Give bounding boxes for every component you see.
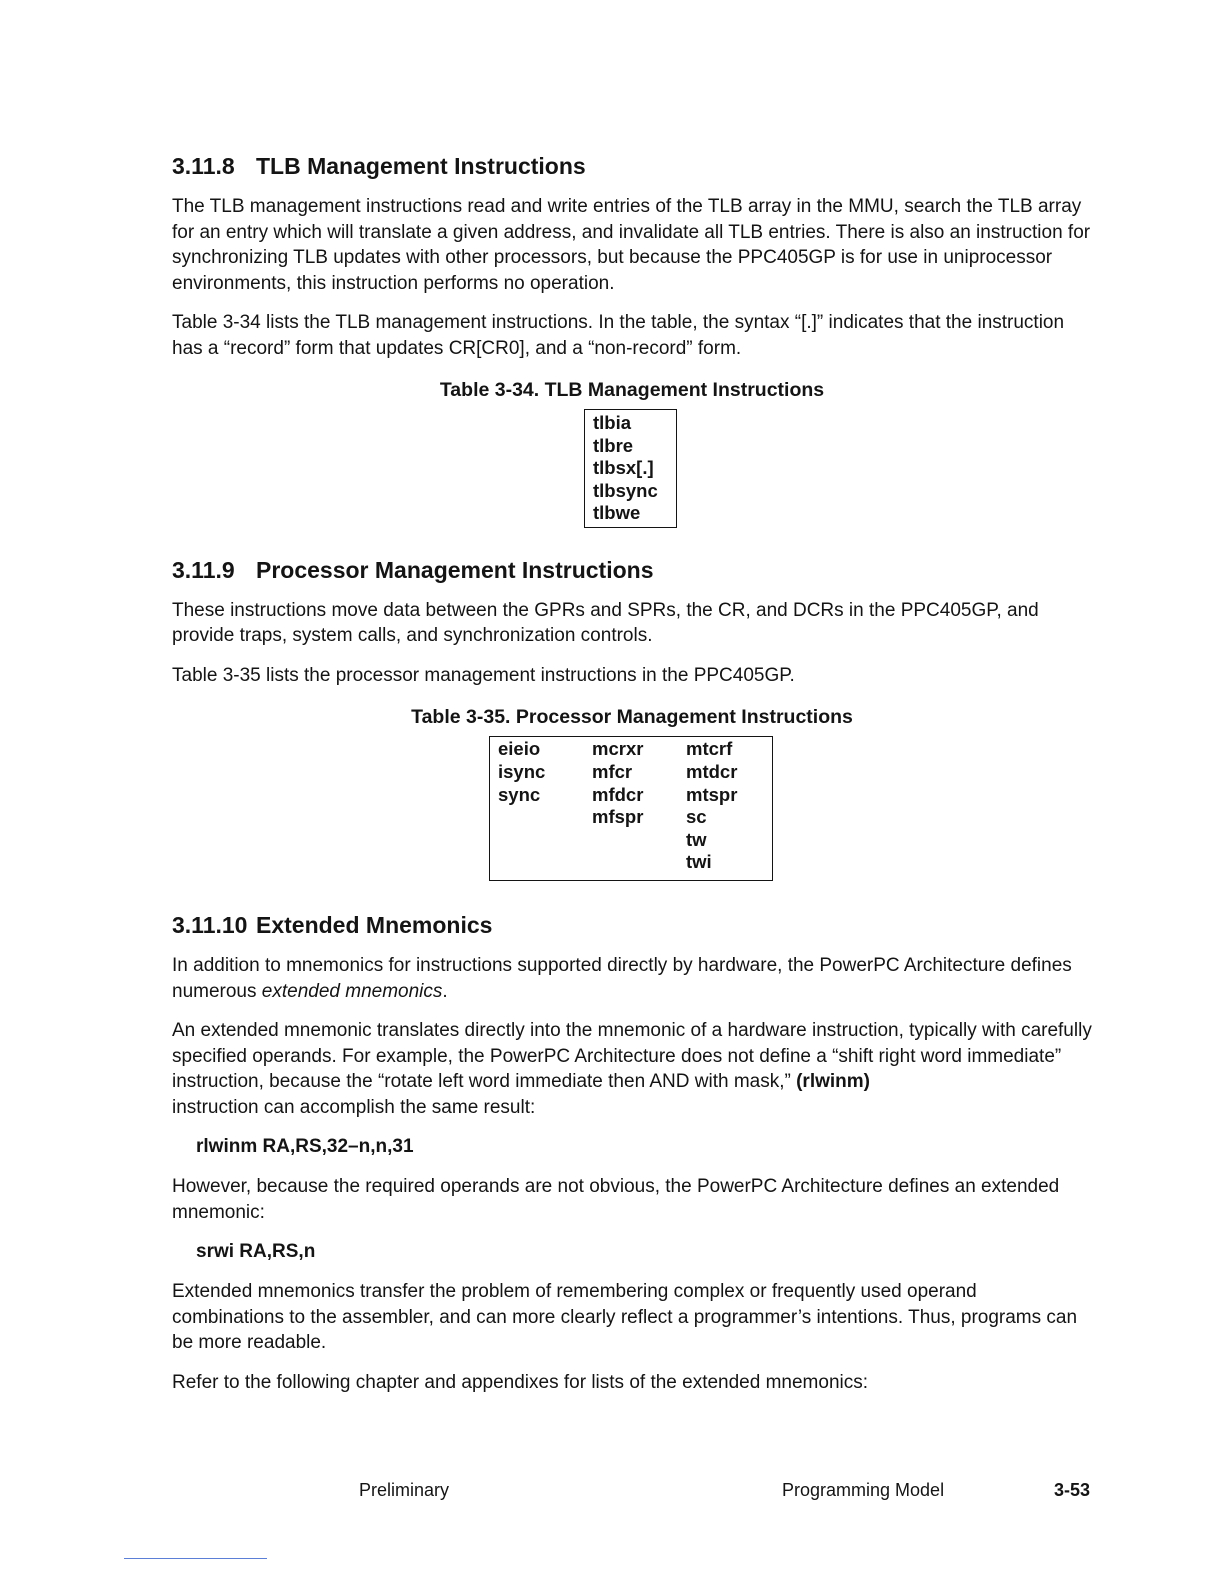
table-cell: mtcrf bbox=[686, 738, 733, 760]
table-cell: tw bbox=[686, 828, 707, 850]
page-number: 3-53 bbox=[1054, 1480, 1091, 1500]
table-cell: tlbsx[.] bbox=[593, 457, 654, 479]
table-cell: sc bbox=[686, 806, 707, 828]
bold-text: (rlwinm) bbox=[796, 1071, 870, 1093]
table-cell: twi bbox=[686, 851, 712, 873]
table-cell: mfcr bbox=[592, 761, 633, 783]
text-run: instruction can accomplish the same result: bbox=[172, 1096, 536, 1118]
table-cell: isync bbox=[498, 761, 546, 783]
paragraph: However, because the required operands are not obvious, the PowerPC Architecture defines an extended mnemonic: bbox=[172, 1176, 1060, 1223]
table-cell: mfspr bbox=[592, 806, 644, 828]
section-number: 3.11.10 bbox=[172, 912, 248, 939]
table-cell: tlbre bbox=[593, 434, 634, 456]
section-heading-processor bbox=[172, 554, 1092, 586]
paragraph: These instructions move data between the GPRs and SPRs, the CR, and DCRs in the PPC405GP, and provide traps, system calls, and synchronization controls. bbox=[172, 599, 1039, 647]
processor-instructions-table bbox=[489, 736, 773, 881]
page-content bbox=[172, 150, 1092, 1395]
paragraph: Refer to the following chapter and appendixes for lists of the extended mnemonics: bbox=[172, 1371, 869, 1393]
table-column bbox=[686, 738, 737, 880]
text-run: In addition to mnemonics for instructions supported directly by hardware, the PowerPC Architecture defines numerous bbox=[172, 955, 1072, 1002]
table-cell: eieio bbox=[498, 738, 541, 760]
table-cell: mfdcr bbox=[592, 783, 644, 805]
paragraph: Extended mnemonics transfer the problem of remembering complex or frequently used operand combinations to the assembler, and can more clearly reflect a programmer’s intentions. Thus, programs can be more readable. bbox=[172, 1281, 1078, 1354]
paragraph: Table 3-35 lists the processor management instructions in the PPC405GP. bbox=[172, 664, 795, 686]
paragraph: The TLB management instructions read and write entries of the TLB array in the MMU, search the TLB array for an entry which will translate a given address, and invalidate all TLB entries. There is also an instruction for synchronizing TLB updates with other processors, but because the PPC405GP is for use in uniprocessor environments, this instruction performs no operation. bbox=[172, 196, 1091, 294]
section-title: Extended Mnemonics bbox=[256, 912, 493, 939]
table-column bbox=[592, 738, 686, 880]
table-column bbox=[498, 738, 592, 880]
table-cell: mtspr bbox=[686, 783, 738, 805]
paragraph bbox=[172, 953, 1092, 1004]
code-example: rlwinm RA,RS,32–n,n,31 bbox=[196, 1136, 414, 1158]
table-cell: tlbsync bbox=[593, 479, 658, 501]
text-run: An extended mnemonic translates directly into the mnemonic of a hardware instruction, typically with carefully specified operands. For example, the PowerPC Architecture does not define a “shift right word immediate” instruction, because the “rotate left word immediate then AND with mask,” bbox=[172, 1020, 1092, 1093]
section-heading-tlb bbox=[172, 150, 1092, 182]
section-heading-extended bbox=[172, 909, 1092, 941]
table-caption: Table 3-34. TLB Management Instructions bbox=[439, 379, 825, 401]
divider bbox=[124, 1558, 267, 1559]
footer-status: Preliminary bbox=[359, 1480, 450, 1500]
paragraph: Table 3-34 lists the TLB management instructions. In the table, the syntax “[.]” indicates that the instruction has a “record” form that updates CR[CR0], and a “non-record” form. bbox=[172, 312, 1065, 359]
table-caption: Table 3-35. Processor Management Instructions bbox=[411, 706, 853, 729]
section-title: Processor Management Instructions bbox=[256, 556, 654, 583]
tlb-instructions-table bbox=[584, 409, 677, 528]
text-run: . bbox=[442, 980, 448, 1002]
paragraph bbox=[172, 1018, 1092, 1120]
emphasis-text: extended mnemonics bbox=[261, 980, 443, 1002]
footer-chapter: Programming Model bbox=[782, 1480, 945, 1500]
code-example: srwi RA,RS,n bbox=[196, 1241, 316, 1263]
table-cell: sync bbox=[498, 783, 541, 805]
table-cell: tlbia bbox=[593, 412, 632, 433]
section-number: 3.11.9 bbox=[172, 556, 235, 583]
table-cell: mcrxr bbox=[592, 738, 644, 760]
section-number: 3.11.8 bbox=[172, 153, 235, 179]
table-cell: tlbwe bbox=[593, 502, 641, 524]
section-title: TLB Management Instructions bbox=[256, 153, 586, 179]
table-cell: mtdcr bbox=[686, 761, 738, 783]
